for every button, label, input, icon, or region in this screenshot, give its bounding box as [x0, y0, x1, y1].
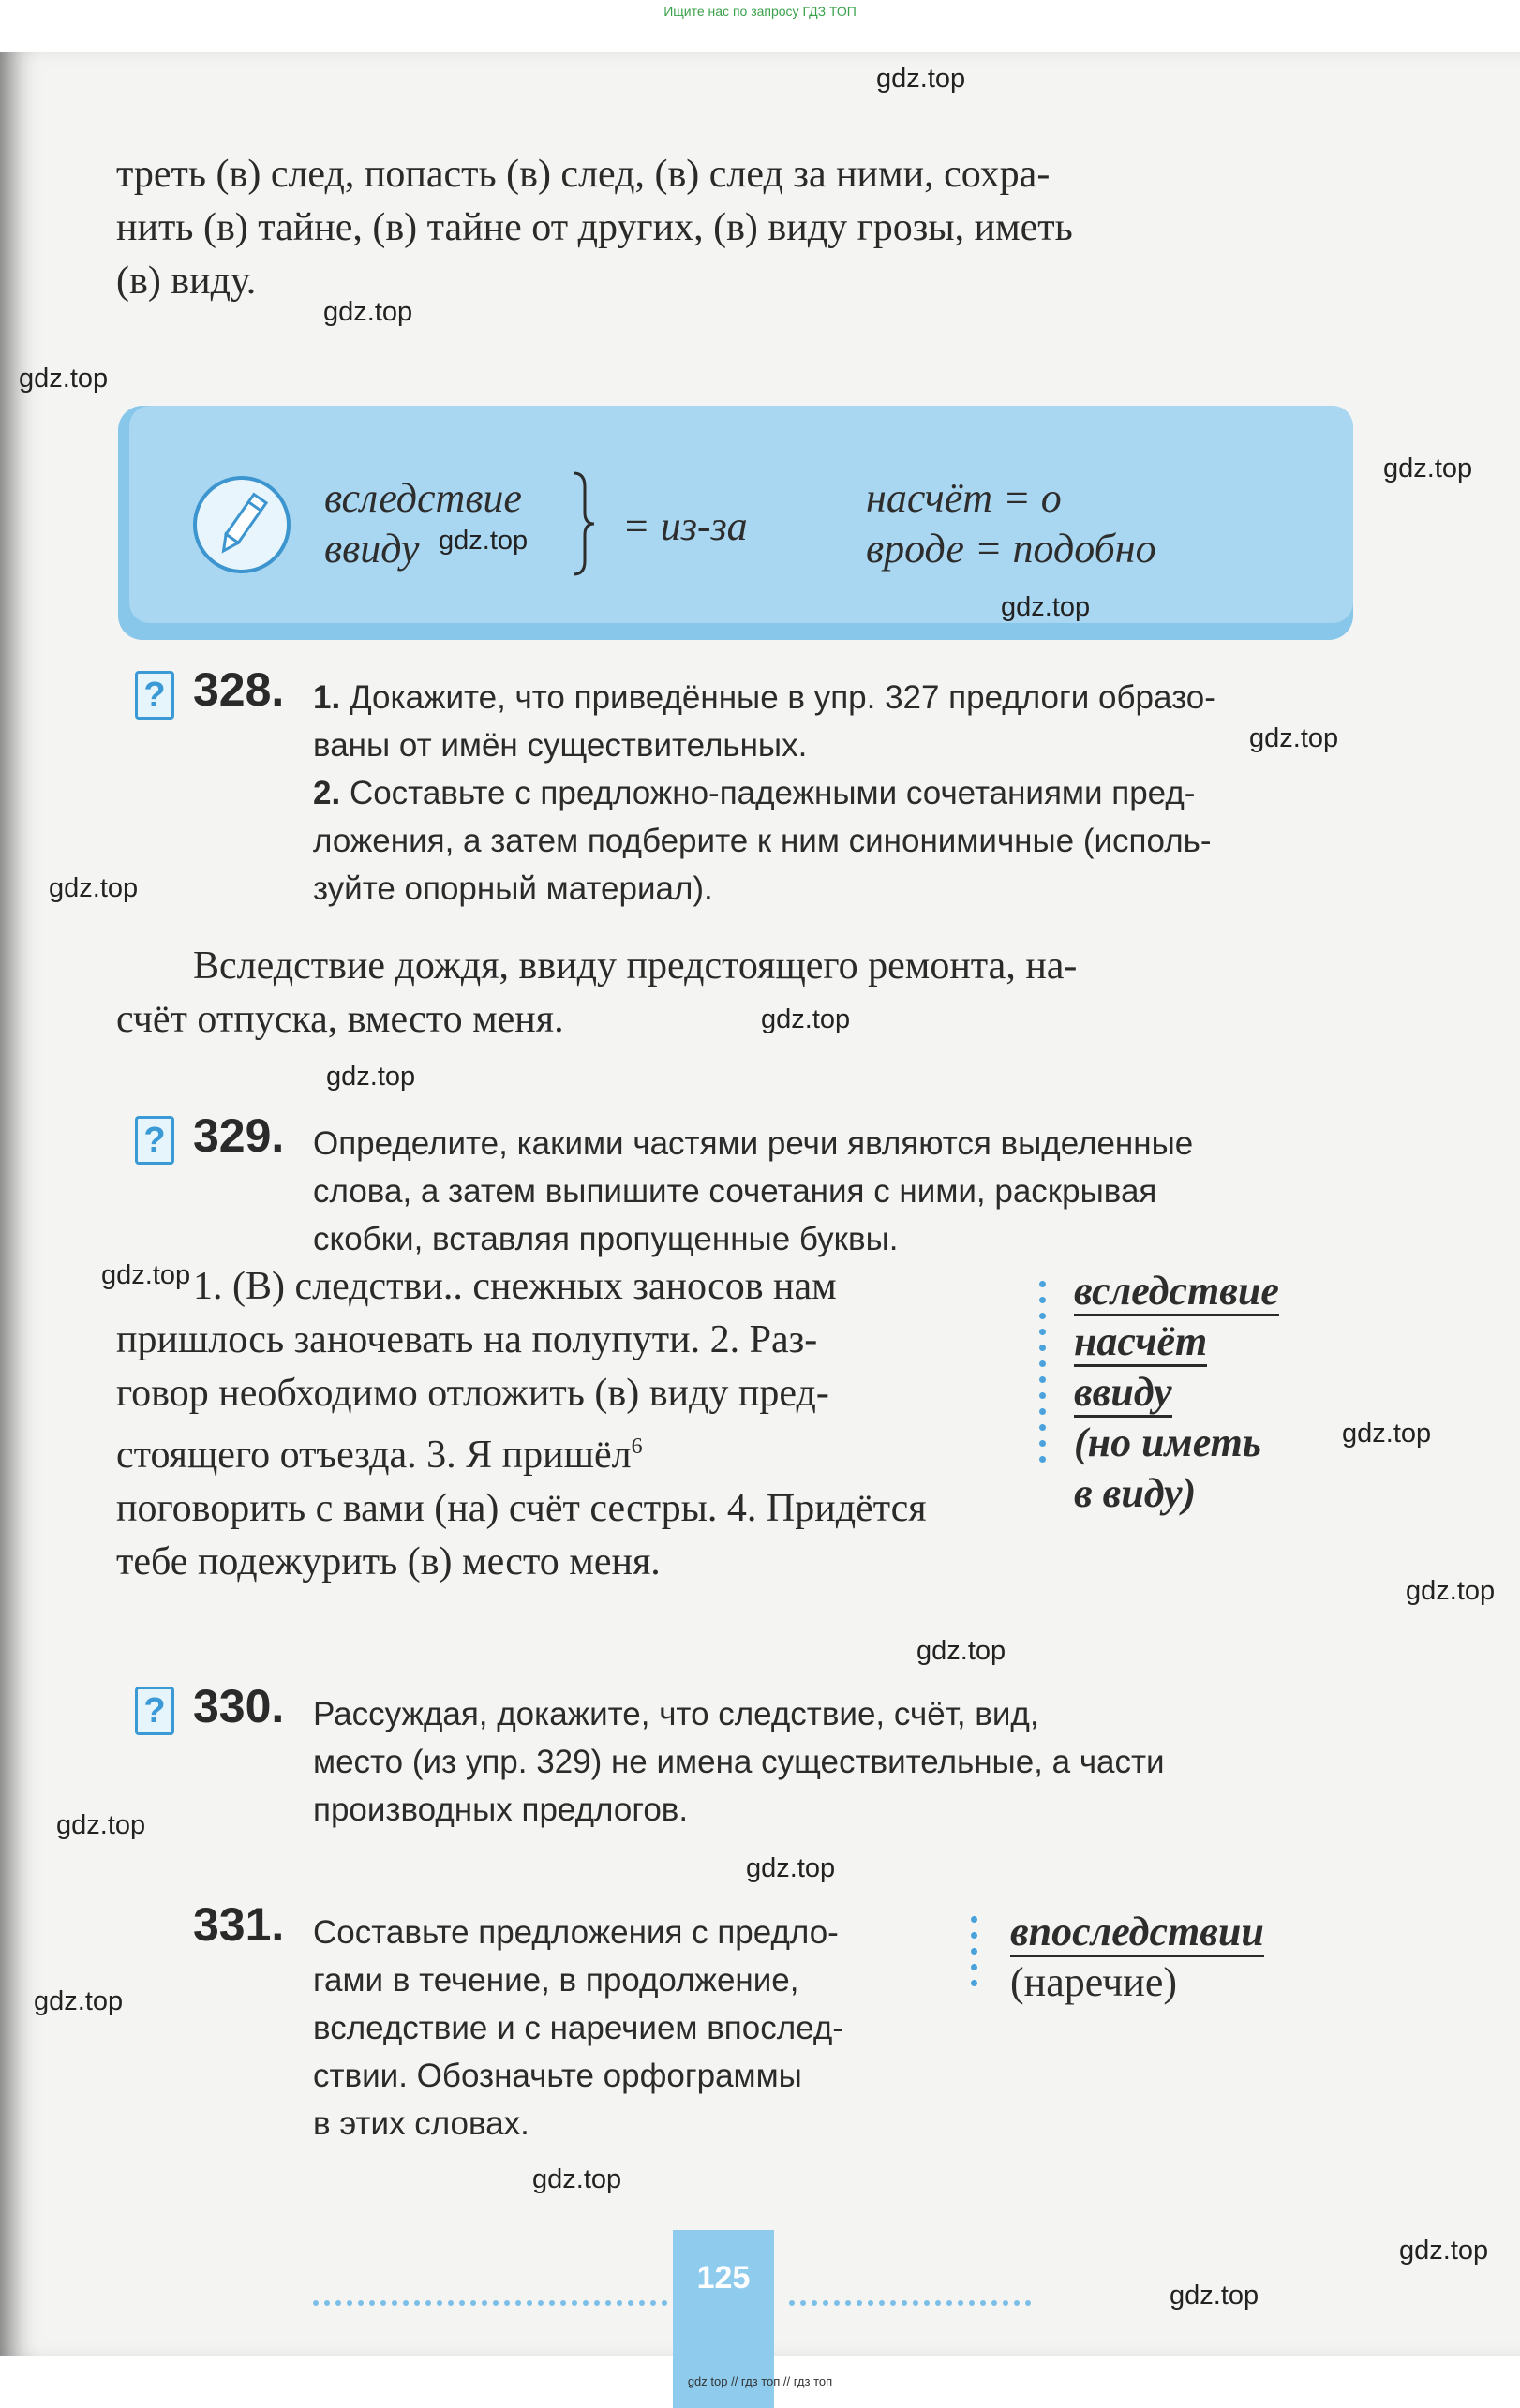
- watermark: gdz.top: [439, 526, 529, 556]
- sidebar-vposledstvii: впоследствии: [1010, 1909, 1264, 1957]
- sidebar-vvidu: ввиду: [1074, 1369, 1172, 1418]
- ex330-line3: производных предлогов.: [313, 1791, 689, 1828]
- watermark: gdz.top: [326, 1062, 416, 1092]
- ex329-line2: пришлось заночевать на полупути. 2. Раз-: [116, 1318, 818, 1361]
- watermark: gdz.top: [1249, 723, 1339, 753]
- ex330-number: 330.: [193, 1680, 285, 1732]
- watermark: gdz.top: [876, 64, 966, 94]
- watermark: gdz.top: [323, 297, 413, 327]
- ex329-line3: говор необходимо отложить (в) виду пред-: [116, 1372, 829, 1415]
- ex330-line2: место (из упр. 329) не имена существительные, а части: [313, 1744, 1165, 1780]
- ex331-line1: Составьте предложения с предло-: [313, 1914, 839, 1951]
- watermark: gdz.top: [19, 364, 109, 394]
- intro-line-1: треть (в) след, попасть (в) след, (в) след за ними, сохра-: [116, 153, 1051, 196]
- footer-dots-right: [789, 2292, 1036, 2299]
- ex329-line1: 1. (В) следстви.. снежных заносов нам: [193, 1265, 837, 1308]
- textbook-page: [0, 52, 1520, 2356]
- dotted-divider: [1039, 1281, 1047, 1472]
- ref-word-vsledstvie: вследствие: [324, 475, 522, 521]
- ex328-task1: [313, 674, 1358, 913]
- ex331-line5: в этих словах.: [313, 2105, 529, 2142]
- dotted-divider: [971, 1916, 978, 1996]
- footer-dots-left: [313, 2292, 673, 2299]
- watermark: gdz.top: [34, 1986, 124, 2016]
- header-note: Ищите нас по запросу ГДЗ ТОП: [663, 4, 857, 19]
- ex329-number: 329.: [193, 1109, 285, 1162]
- ex329-line4: стоящего отъезда. 3. Я пришёл: [116, 1434, 632, 1477]
- ex331-line3: вследствие и с наречием впослед-: [313, 2010, 843, 2046]
- sidebar-no-imet: (но иметь: [1074, 1420, 1261, 1465]
- watermark: gdz.top: [56, 1810, 146, 1840]
- ex329-sidebar: [1074, 1266, 1279, 1519]
- ex329-task-line1: Определите, какими частями речи являются выделенные: [313, 1125, 1194, 1162]
- sidebar-naschet: насчёт: [1074, 1318, 1207, 1367]
- sidebar-narechie: (наречие): [1010, 1959, 1178, 2005]
- curly-brace: [570, 471, 598, 576]
- watermark: gdz.top: [761, 1004, 851, 1034]
- ex328-text-line1: Вследствие дождя, ввиду предстоящего ремонта, на-: [193, 944, 1078, 988]
- ex331-line4: ствии. Обозначьте орфограммы: [313, 2058, 802, 2094]
- watermark: gdz.top: [1170, 2281, 1259, 2311]
- ex328-number: 328.: [193, 663, 285, 716]
- watermark: gdz.top: [916, 1636, 1006, 1666]
- sidebar-v-vidu: в виду): [1074, 1470, 1197, 1516]
- ex329-line5: поговорить с вами (на) счёт сестры. 4. Придётся: [116, 1487, 927, 1530]
- question-icon: ?: [135, 1116, 174, 1165]
- ex331-task: [313, 1909, 950, 2148]
- ex331-line2: гами в течение, в продолжение,: [313, 1962, 799, 1999]
- page-number: 125: [696, 2260, 751, 2296]
- ex329-task: [313, 1120, 1358, 1263]
- ex328-task2-line3: зуйте опорный материал).: [313, 870, 713, 907]
- ex329-line6: тебе подежурить (в) место меня.: [116, 1540, 661, 1583]
- ex329-task-line2: слова, а затем выпишите сочетания с ними, раскрывая: [313, 1173, 1157, 1210]
- pencil-icon: [193, 476, 291, 573]
- watermark: gdz.top: [746, 1853, 836, 1883]
- ref-vrode: вроде = подобно: [866, 526, 1156, 572]
- question-icon: ?: [135, 1687, 174, 1735]
- watermark: gdz.top: [101, 1260, 191, 1290]
- reference-box: [118, 406, 1353, 640]
- reference-box-inner: [129, 406, 1353, 623]
- ref-word-vvidu: ввиду: [324, 526, 420, 572]
- ex330-task: [313, 1690, 1358, 1834]
- ex330-line1: Рассуждая, докажите, что следствие, счёт, вид,: [313, 1696, 1039, 1732]
- watermark: gdz.top: [1001, 592, 1091, 622]
- ex328-task2-num: 2.: [313, 775, 341, 811]
- ex328-task2-line2: ложения, а затем подберите к ним синонимичные (исполь-: [313, 823, 1212, 859]
- ex331-sidebar: [1010, 1907, 1264, 2008]
- ex329-text: [116, 1260, 1016, 1589]
- ex328-task1-line1: Докажите, что приведённые в упр. 327 предлоги образо-: [349, 679, 1215, 716]
- ex328-task1-line2: ваны от имён существительных.: [313, 727, 808, 764]
- intro-line-2: нить (в) тайне, (в) тайне от других, (в) виду грозы, иметь: [116, 206, 1073, 249]
- ref-naschet: насчёт = о: [866, 475, 1062, 521]
- ex328-text-line2: счёт отпуска, вместо меня.: [116, 998, 564, 1041]
- ex329-task-line3: скобки, вставляя пропущенные буквы.: [313, 1221, 899, 1257]
- watermark: gdz.top: [1342, 1419, 1432, 1449]
- ex328-task1-num: 1.: [313, 679, 341, 716]
- watermark: gdz.top: [1383, 453, 1473, 483]
- footnote-mark: 6: [631, 1434, 643, 1459]
- sidebar-vsledstvie: вследствие: [1074, 1268, 1279, 1316]
- watermark: gdz.top: [1406, 1576, 1496, 1606]
- watermark: gdz.top: [532, 2164, 622, 2194]
- question-icon: ?: [135, 671, 174, 720]
- ref-equals-izza: = из-за: [622, 503, 748, 549]
- watermark: gdz.top: [49, 873, 139, 903]
- intro-text: [116, 148, 1353, 308]
- watermark: gdz.top: [1399, 2236, 1489, 2266]
- intro-line-3: (в) виду.: [116, 260, 257, 303]
- footer-note: gdz top // гдз топ // гдз топ: [687, 2374, 833, 2388]
- ex328-task2-line1: Составьте с предложно-падежными сочетаниями пред-: [349, 775, 1196, 811]
- ex331-number: 331.: [193, 1898, 285, 1951]
